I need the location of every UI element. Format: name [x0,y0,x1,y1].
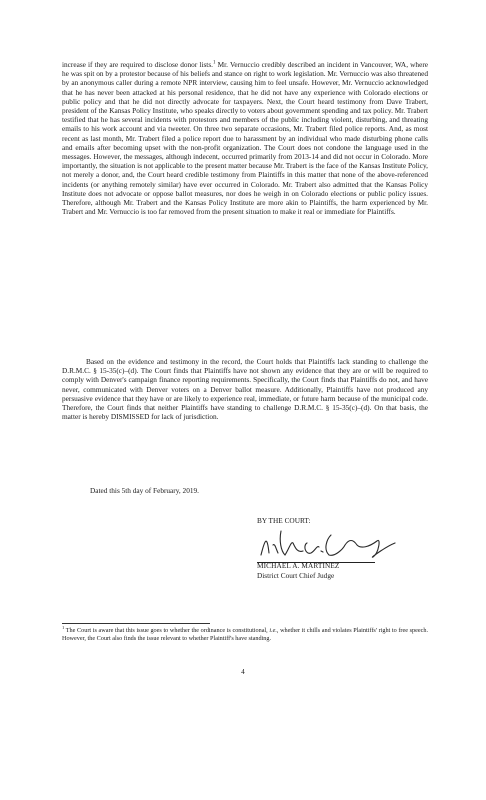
by-the-court-label: BY THE COURT: [257,516,311,525]
paragraph-1-lead: increase if they are required to disclose donor lists. [62,60,213,69]
footnote [62,624,428,643]
footnote-ie: i.e. [269,627,277,634]
footnote-text-part-1: The Court is aware that this issue goes to whether the ordinance is constitutional, [64,627,270,634]
judge-name: MICHAEL A. MARTINEZ [257,561,340,570]
body-paragraph-1 [62,60,428,216]
holding-paragraph: Based on the evidence and testimony in the record, the Court holds that Plaintiffs lack standing to challenge the D.R.M.C. § 15-35(c)–(d). The Court finds that Plaintiffs have not shown any evidence that they are or will be required to comply with Denver's campaign finance reporting requirements. Specifically, the Court finds that Plaintiffs do not, and have never, communicated with Denver voters on a Denver ballot measure. Additionally, Plaintiffs have not produced any persuasive evidence that they have or are likely to experience real, immediate, or future harm because of the municipal code. Therefore, the Court finds that neither Plaintiffs have standing to challenge D.R.M.C. § 15-35(c)–(d). On that basis, the matter is hereby DISMISSED for lack of jurisdiction. [62,357,428,422]
signature-block [257,516,437,580]
judge-title: District Court Chief Judge [257,571,335,580]
body-paragraph-2 [62,357,428,421]
footnote-divider [62,623,210,624]
dated-line: Dated this 5th day of February, 2019. [90,486,199,495]
footnote-mark: 1 [62,624,65,630]
footnote-reference[interactable]: 1 [212,60,216,66]
footnote-text-part-2: , whether it chills and violates Plaintiffs' right to free speech. However, the Court also finds the issue relevant to whether Plaintiff's have standing. [62,627,428,642]
page-number: 4 [241,667,245,676]
paragraph-1-rest: Mr. Vernuccio credibly described an incident in Vancouver, WA, where he was spit on by a protestor because of his beliefs and stance on right to work legislation. Mr. Vernuccio was also threatened by an anonymous caller during a remote NPR interview, causing him to feel unsafe. However, Mr. Vernuccio acknowledged that he has never been attacked at his personal residence, that he did not have any experience with Colorado elections or public policy and that he did not directly advocate for taxpayers. Next, the Court heard testimony from Dave Trabert, president of the Kansas Policy Institute, who speaks directly to voters about government spending and tax policy. Mr. Trabert testified that he has several incidents with protestors and members of the public including violent, disturbing, and threating emails to his work account and via tweeter. On three two separate occasions, Mr. Trabert filed police reports. And, as most recent as last month, Mr. Trabert filed a police report due to harassment by an individual who made disturbing phone calls and emails after becoming upset with the non-profit organization. The Court does not condone the language used in the messages. However, the messages, although indecent, occurred primarily from 2013-14 and did not occur in Colorado. More importantly, the situation is not applicable to the present matter because Mr. Trabert is the face of the Kansas Institute Policy, not merely a donor, and, the Court heard credible testimony from Plaintiffs in this matter that none of the above-referenced incidents (or anything remotely similar) have ever occurred in Colorado. Mr. Trabert also admitted that the Kansas Policy Institute does not advocate or oppose ballot measures, nor does he weigh in on Colorado elections or public policy issues. Therefore, although Mr. Trabert and the Kansas Policy Institute are more akin to Plaintiffs, the harm experienced by Mr. Trabert and Mr. Vernuccio is too far removed from the present situation to make it real or immediate for Plaintiffs. [62,60,428,217]
judge-signature [257,525,397,561]
